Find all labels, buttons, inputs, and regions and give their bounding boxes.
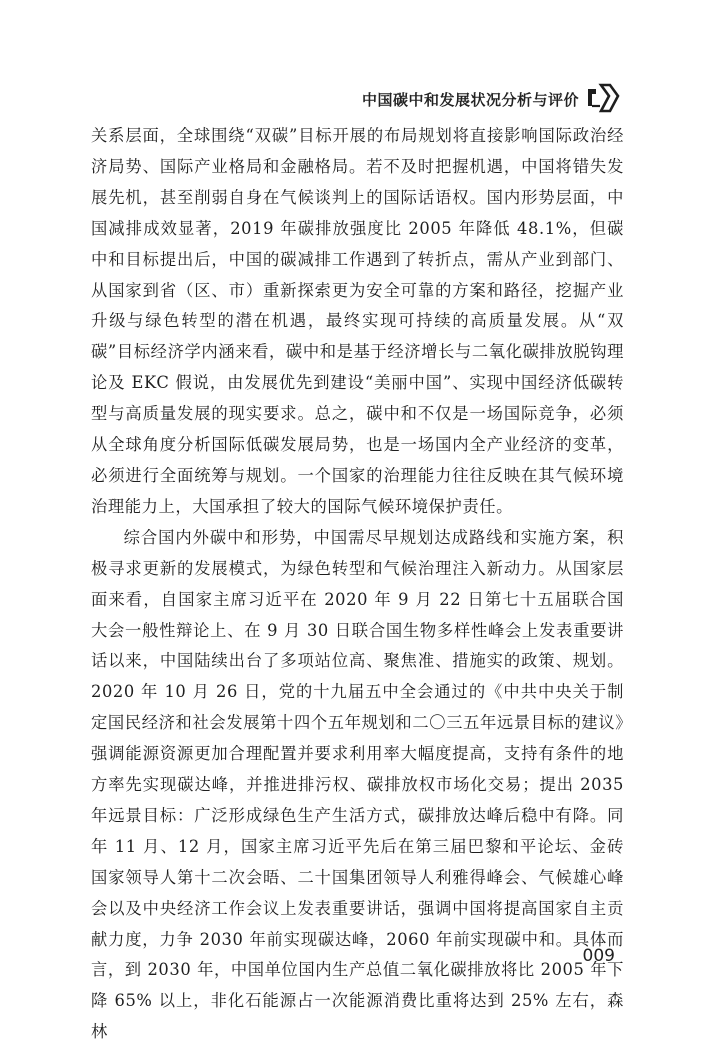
- page-number: 009: [582, 946, 615, 966]
- running-header-title: 中国碳中和发展状况分析与评价: [361, 91, 579, 109]
- body-text: [91, 121, 624, 1048]
- paragraph-1: 关系层面，全球围绕“双碳”目标开展的布局规划将直接影响国际政治经济局势、国际产业格局和金融格局。若不及时把握机遇，中国将错失发展先机，甚至削弱自身在气候谈判上的国际话语权。国内形势层面，中国减排成效显著，2019 年碳排放强度比 2005 年降低 48.1%，但碳中和目标提出后，中国的碳减排工作遇到了转折点，需从产业到部门、从国家到省（区、市）重新探索更为安全可靠的方案和路径，挖掘产业升级与绿色转型的潜在机遇，最终实现可持续的高质量发展。从“双碳”目标经济学内涵来看，碳中和是基于经济增长与二氧化碳排放脱钩理论及 EKC 假说，由发展优先到建设“美丽中国”、实现中国经济低碳转型与高质量发展的现实要求。总之，碳中和不仅是一场国际竞争，必须从全球角度分析国际低碳发展局势，也是一场国内全产业经济的变革，必须进行全面统筹与规划。一个国家的治理能力往往反映在其气候环境治理能力上，大国承担了较大的国际气候环境保护责任。: [91, 126, 624, 516]
- paragraph-2: 综合国内外碳中和形势，中国需尽早规划达成路线和实施方案，积极寻求更新的发展模式，为绿色转型和气候治理注入新动力。从国家层面来看，自国家主席习近平在 2020 年 9 月 22 日第七十五届联合国大会一般性辩论上、在 9 月 30 日联合国生物多样性峰会上发表重要讲话以来，中国陆续出台了多项站位高、聚焦准、措施实的政策、规划。2020 年 10 月 26 日，党的十九届五中全会通过的《中共中央关于制定国民经济和社会发展第十四个五年规划和二〇三五年远景目标的建议》强调能源资源更加合理配置并要求利用率大幅度提高，支持有条件的地方率先实现碳达峰，并推进排污权、碳排放权市场化交易；提出 2035 年远景目标：广泛形成绿色生产生活方式，碳排放达峰后稳中有降。同年 11 月、12 月，国家主席习近平先后在第三届巴黎和平论坛、金砖国家领导人第十二次会晤、二十国集团领导人利雅得峰会、气候雄心峰会以及中央经济工作会议上发表重要讲话，强调中国将提高国家自主贡献力度，力争 2030 年前实现碳达峰，2060 年前实现碳中和。具体而言，到 2030 年，中国单位国内生产总值二氧化碳排放将比 2005 年下降 65% 以上，非化石能源占一次能源消费比重将达到 25% 左右，森林: [91, 527, 624, 1042]
- chapter-mark-icon: [586, 82, 620, 114]
- running-header: [0, 82, 710, 116]
